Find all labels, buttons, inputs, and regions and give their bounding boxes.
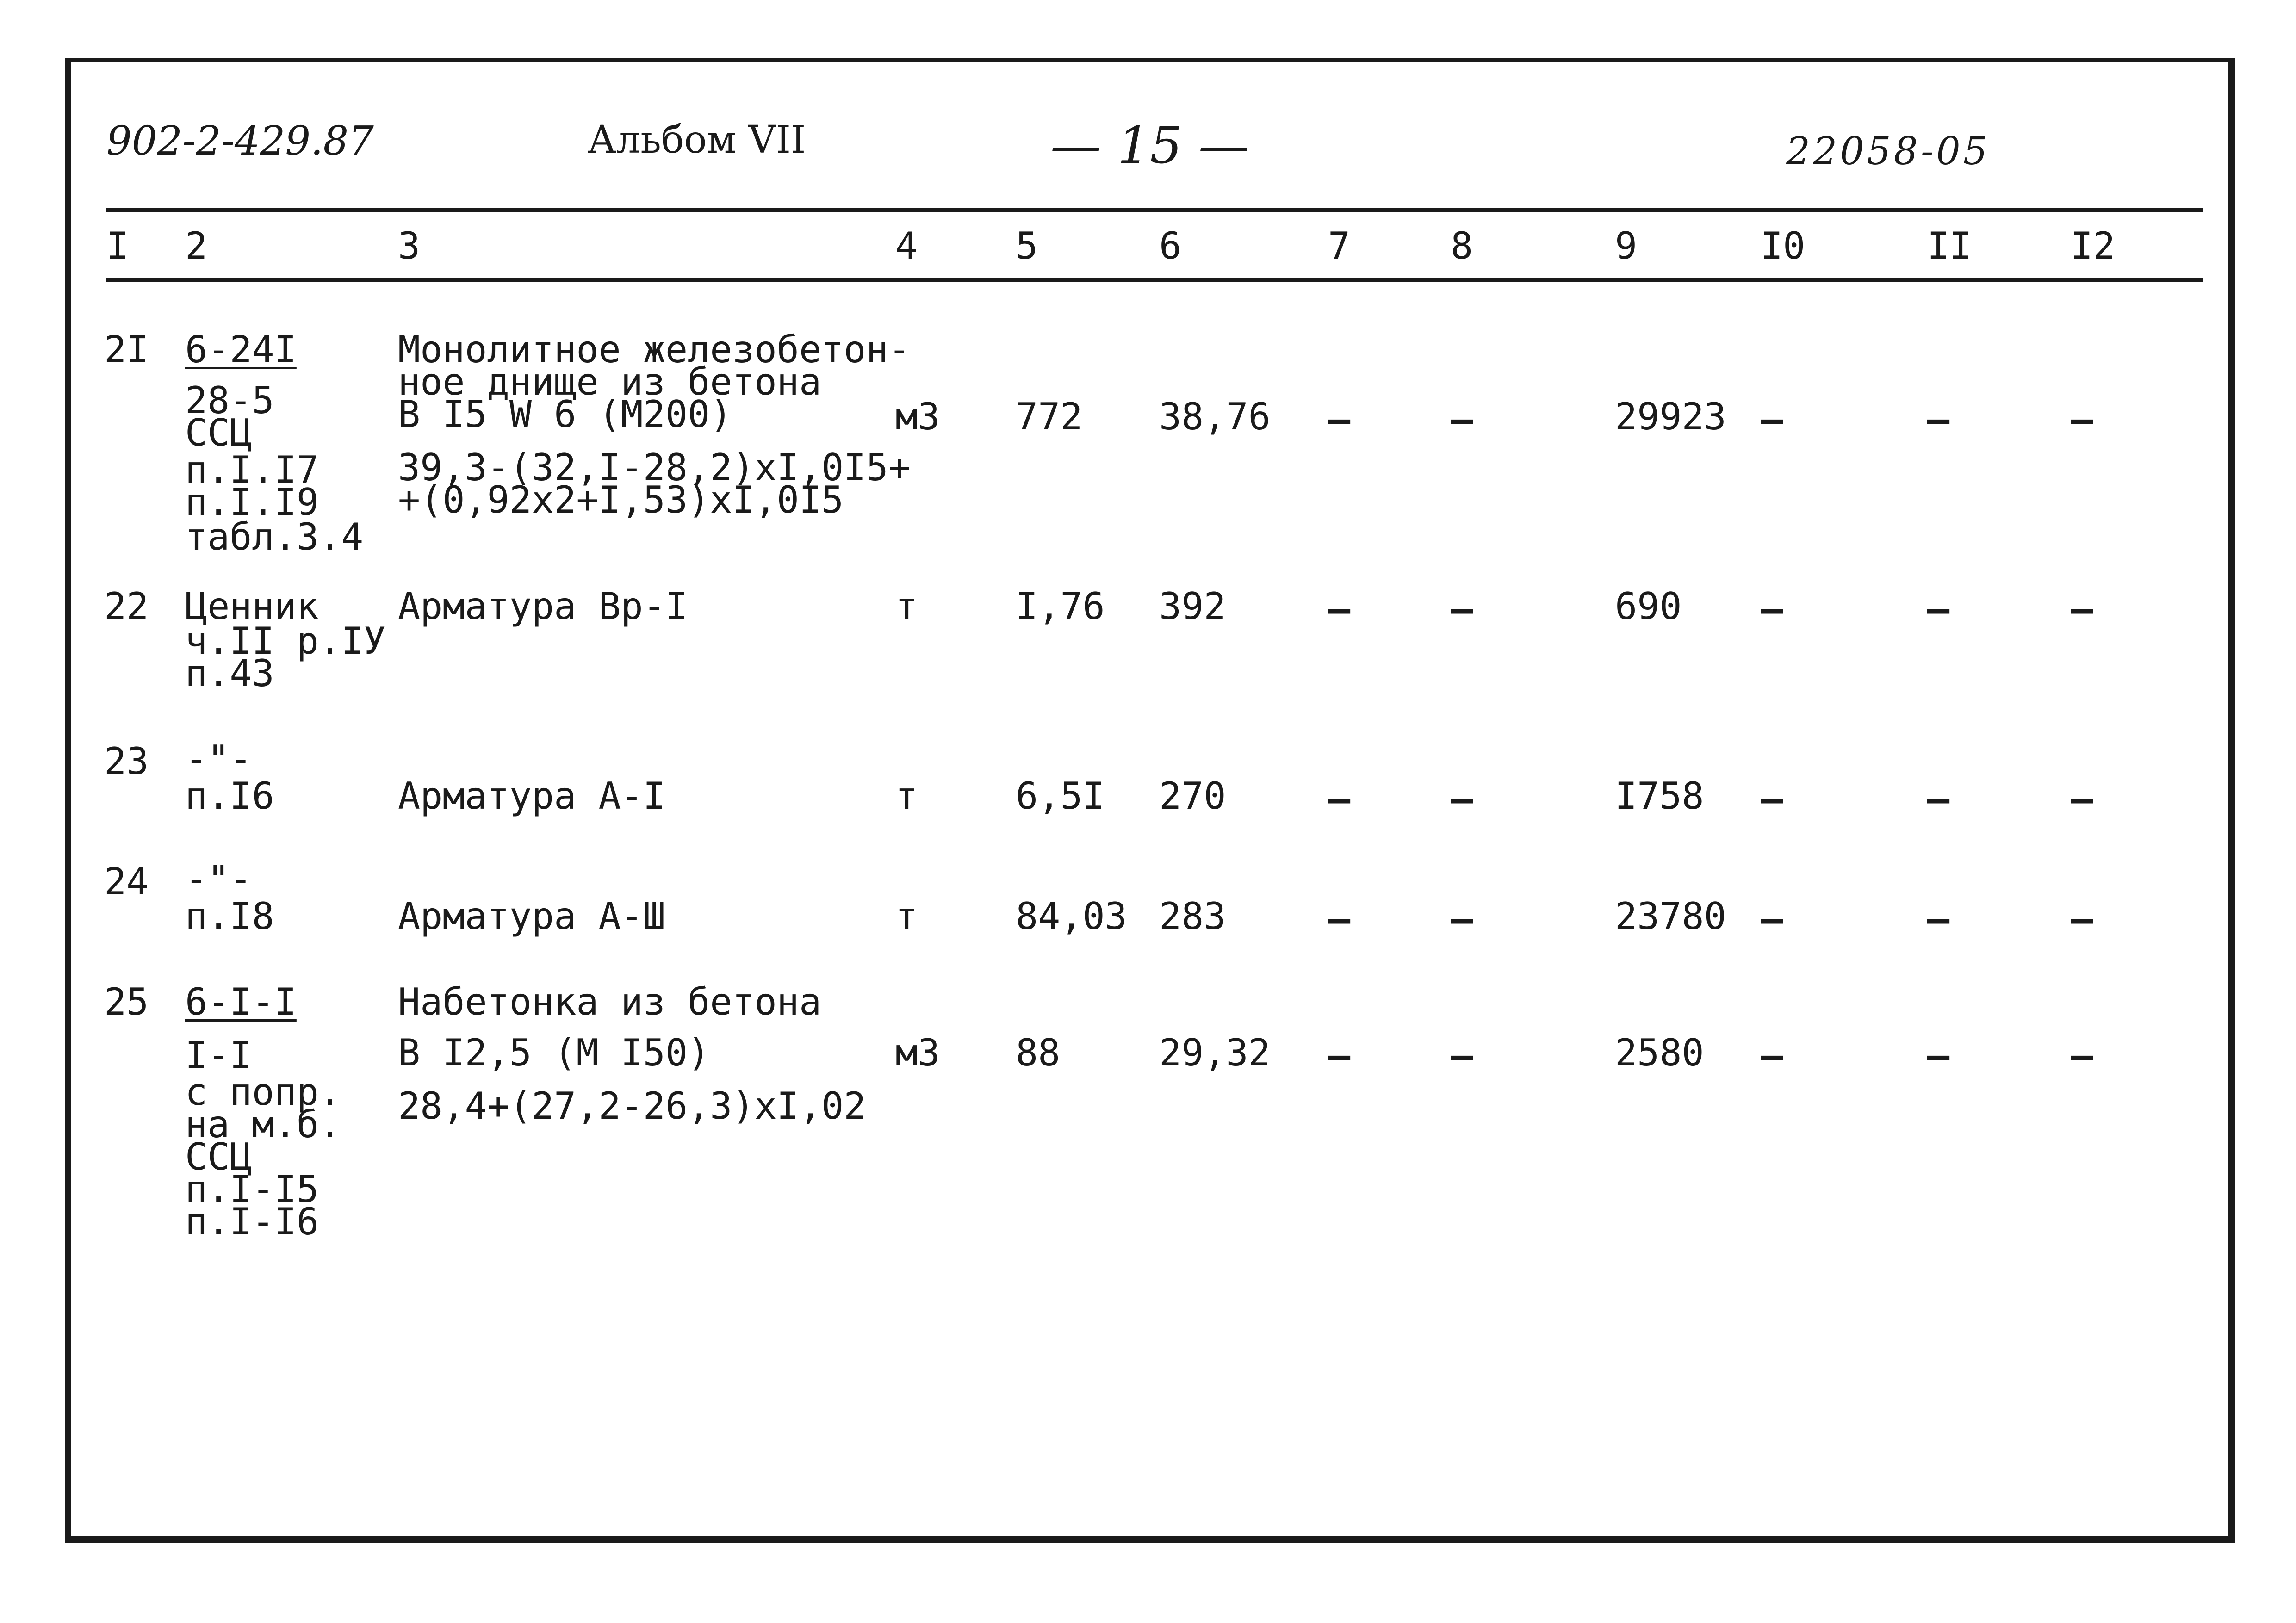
unit-price: 38,76 bbox=[1159, 395, 1271, 438]
column-10-value: – bbox=[1761, 1034, 1783, 1077]
column-header-9: 9 bbox=[1615, 224, 1638, 267]
row-number: 23 bbox=[104, 740, 149, 783]
column-8-value: – bbox=[1451, 777, 1473, 820]
column-11-value: – bbox=[1927, 588, 1950, 631]
column-12-value: – bbox=[2071, 1034, 2093, 1077]
column-header-11: II bbox=[1927, 224, 1972, 267]
column-11-value: – bbox=[1927, 898, 1950, 941]
column-7-value: – bbox=[1328, 898, 1351, 941]
row-number: 24 bbox=[104, 860, 149, 903]
reference-line: ССЦ bbox=[185, 411, 252, 454]
page-number: — 15 — bbox=[1050, 116, 1249, 175]
reference-line: п.I.I9 bbox=[185, 481, 319, 524]
reference-line: 28-5 bbox=[185, 379, 274, 422]
unit-price: 283 bbox=[1159, 895, 1226, 938]
column-header-5: 5 bbox=[1016, 224, 1038, 267]
column-header-2: 2 bbox=[185, 224, 208, 267]
reference-line: -"- bbox=[185, 737, 252, 781]
unit: м3 bbox=[895, 1031, 940, 1074]
column-12-value: – bbox=[2071, 398, 2093, 441]
quantity: I,76 bbox=[1016, 585, 1105, 628]
formula-line: 28,4+(27,2-26,3)xI,02 bbox=[398, 1084, 866, 1127]
unit-price: 29,32 bbox=[1159, 1031, 1271, 1074]
column-7-value: – bbox=[1328, 777, 1351, 820]
reference-line: I-I bbox=[185, 1034, 252, 1077]
reference-line: п.I6 bbox=[185, 774, 274, 818]
header-rule-top bbox=[106, 208, 2203, 212]
reference-line: п.I.I7 bbox=[185, 448, 319, 491]
total-cost: 2580 bbox=[1615, 1031, 1704, 1074]
description: Арматура А-Ш bbox=[398, 895, 665, 938]
column-10-value: – bbox=[1761, 898, 1783, 941]
unit-price: 392 bbox=[1159, 585, 1226, 628]
column-10-value: – bbox=[1761, 398, 1783, 441]
quantity: 84,03 bbox=[1016, 895, 1127, 938]
reference-line: п.I-I5 bbox=[185, 1168, 319, 1211]
column-header-3: 3 bbox=[398, 224, 421, 267]
unit: т bbox=[895, 895, 918, 938]
norm-reference: 6-24I bbox=[185, 328, 297, 371]
unit: т bbox=[895, 774, 918, 818]
column-11-value: – bbox=[1927, 398, 1950, 441]
header-rule-bottom bbox=[106, 278, 2203, 282]
reference-line: п.I-I6 bbox=[185, 1200, 319, 1243]
norm-reference: 6-I-I bbox=[185, 980, 297, 1023]
row-number: 25 bbox=[104, 980, 149, 1023]
quantity: 6,5I bbox=[1016, 774, 1105, 818]
column-11-value: – bbox=[1927, 777, 1950, 820]
column-header-1: I bbox=[106, 224, 129, 267]
reference-line: п.43 bbox=[185, 652, 274, 695]
column-8-value: – bbox=[1451, 588, 1473, 631]
column-header-12: I2 bbox=[2071, 224, 2116, 267]
column-8-value: – bbox=[1451, 398, 1473, 441]
column-11-value: – bbox=[1927, 1034, 1950, 1077]
reference-line: на м.б. bbox=[185, 1103, 341, 1146]
column-header-8: 8 bbox=[1451, 224, 1473, 267]
column-12-value: – bbox=[2071, 898, 2093, 941]
column-header-6: 6 bbox=[1159, 224, 1182, 267]
total-cost: 690 bbox=[1615, 585, 1682, 628]
row-number: 2I bbox=[104, 328, 149, 371]
column-7-value: – bbox=[1328, 398, 1351, 441]
column-7-value: – bbox=[1328, 1034, 1351, 1077]
reference-line: ч.II р.IУ bbox=[185, 619, 386, 663]
document-code: 22058-05 bbox=[1786, 130, 1990, 173]
column-10-value: – bbox=[1761, 588, 1783, 631]
total-cost: 23780 bbox=[1615, 895, 1726, 938]
unit: т bbox=[895, 585, 918, 628]
formula-line: 39,3-(32,I-28,2)xI,0I5+ bbox=[398, 446, 911, 489]
column-8-value: – bbox=[1451, 898, 1473, 941]
reference-line: ССЦ bbox=[185, 1135, 252, 1178]
description-line: В I5 W 6 (М200) bbox=[398, 393, 732, 436]
quantity: 772 bbox=[1016, 395, 1083, 438]
total-cost: 29923 bbox=[1615, 395, 1726, 438]
album-label: Альбом VII bbox=[588, 118, 806, 162]
reference-line: Ценник bbox=[185, 585, 319, 628]
description-line: ное днище из бетона bbox=[398, 360, 822, 403]
unit: м3 bbox=[895, 395, 940, 438]
reference-line: п.I8 bbox=[185, 895, 274, 938]
column-8-value: – bbox=[1451, 1034, 1473, 1077]
document-number: 902-2-429.87 bbox=[106, 118, 374, 164]
description-line: В I2,5 (М I50) bbox=[398, 1031, 710, 1074]
formula-line: +(0,92x2+I,53)xI,0I5 bbox=[398, 478, 844, 521]
column-7-value: – bbox=[1328, 588, 1351, 631]
column-header-4: 4 bbox=[895, 224, 918, 267]
column-12-value: – bbox=[2071, 777, 2093, 820]
reference-line: с попр. bbox=[185, 1071, 341, 1114]
column-header-7: 7 bbox=[1328, 224, 1351, 267]
description-line: Монолитное железобетон- bbox=[398, 328, 911, 371]
total-cost: I758 bbox=[1615, 774, 1704, 818]
quantity: 88 bbox=[1016, 1031, 1061, 1074]
description: Арматура Вр-I bbox=[398, 585, 688, 628]
row-number: 22 bbox=[104, 585, 149, 628]
reference-line: -"- bbox=[185, 858, 252, 901]
column-12-value: – bbox=[2071, 588, 2093, 631]
description: Арматура А-I bbox=[398, 774, 665, 818]
reference-line: табл.3.4 bbox=[185, 515, 364, 558]
unit-price: 270 bbox=[1159, 774, 1226, 818]
column-10-value: – bbox=[1761, 777, 1783, 820]
description: Набетонка из бетона bbox=[398, 980, 822, 1023]
column-header-10: I0 bbox=[1761, 224, 1806, 267]
